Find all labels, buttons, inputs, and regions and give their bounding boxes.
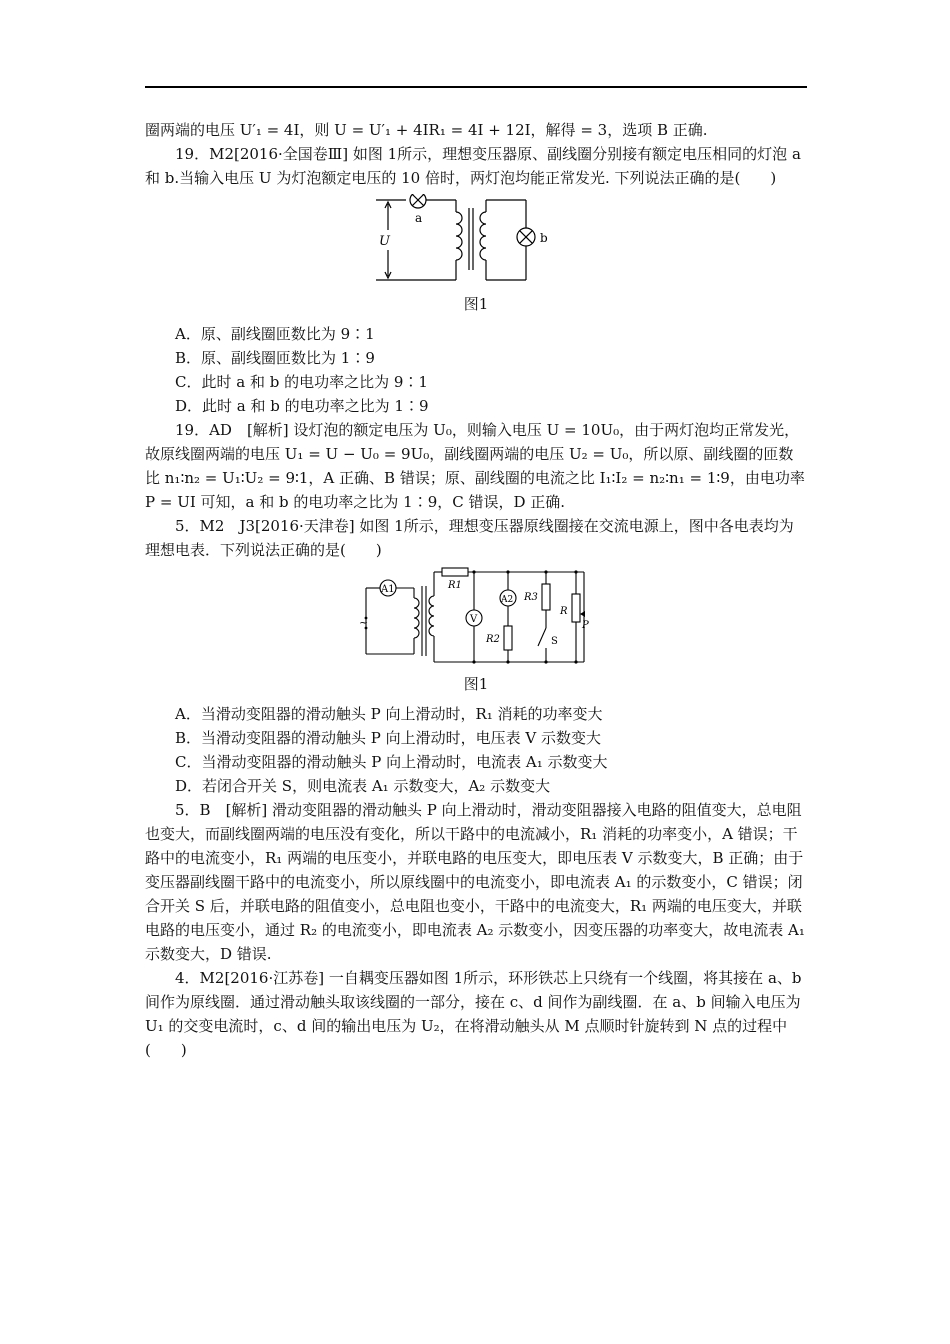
q5-label-r1: R1 <box>448 580 462 591</box>
header-rule <box>145 86 807 88</box>
q19-label-b: b <box>540 231 548 245</box>
q19-answer: 19．AD [解析] 设灯泡的额定电压为 U₀，则输入电压 U = 10U₀，由于两灯泡均正常发光，故原线圈两端的电压 U₁ = U − U₀ = 9U₀，副线圈两端的电压 U₂ = U₀，所以原、副线圈的匝数比 n₁∶n₂ = U₁∶U₂ = 9∶1，A 正确、B 错误；原、副线圈的电流之比 I₁∶I₂ = n₂∶n₁ = 1∶9，由电功率 P = UI 可知，a 和 b 的电功率之比为 1∶9，C 错误，D 正确. <box>145 421 805 511</box>
q5-label-r: R <box>560 606 568 617</box>
q5-answer: 5．B [解析] 滑动变阻器的滑动触头 P 向上滑动时，滑动变阻器接入电路的阻值变大，总电阻也变大，而副线圈两端的电压没有变化，所以干路中的电流减小，R₁ 消耗的功率变小，A 错误；干路中的电流变小，R₁ 两端的电压变小，并联电路的电压变大，即电压表 V 示数变大，B 正确；由于变压器副线圈干路中的电流变小，所以原线圈中的电流变小，即电流表 A₁ 的示数变小，C 错误；闭合开关 S 后，并联电路的阻值变小，总电阻也变小，干路中的电流变大，R₁ 两端的电压变大，并联电路的电压变小，通过 R₂ 的电流变小，即电流表 A₂ 示数变小，因变压器的功率变大，故电流表 A₁ 示数变大，D 错误. <box>145 801 805 963</box>
q19-option-a: A．原、副线圈匝数比为 9∶1 <box>175 325 375 343</box>
q5-option-c: C．当滑动变阻器的滑动触头 P 向上滑动时，电流表 A₁ 示数变大 <box>175 753 608 771</box>
q5-label-a1: A1 <box>381 584 395 595</box>
q5-option-d: D．若闭合开关 S，则电流表 A₁ 示数变大，A₂ 示数变大 <box>175 777 551 795</box>
q19-transformer-diagram <box>376 194 576 286</box>
q19-stem: 19．M2[2016·全国卷Ⅲ] 如图 1所示，理想变压器原、副线圈分别接有额定电压相同的灯泡 a 和 b.当输入电压 U 为灯泡额定电压的 10 倍时，两灯泡均能正常发光. 下列说法正确的是( ) <box>145 145 801 187</box>
q5-label-s: S <box>551 636 558 647</box>
q19-label-a: a <box>415 211 423 225</box>
q19-option-c: C．此时 a 和 b 的电功率之比为 9∶1 <box>175 373 428 391</box>
intro-line: 圈两端的电压 U′₁ = 4I，则 U = U′₁ + 4IR₁ = 4I + 12I，解得 = 3，选项 B 正确. <box>145 121 708 139</box>
q5-label-r2: R2 <box>486 634 500 645</box>
q5-label-v: V <box>470 614 478 625</box>
q5-caption: 图1 <box>463 675 489 693</box>
q4-stem: 4．M2[2016·江苏卷] 一自耦变压器如图 1所示，环形铁芯上只绕有一个线圈，将其接在 a、b 间作为原线圈．通过滑动触头取该线圈的一部分，接在 c、d 间作为副线圈．在 a、b 间输入电压为 U₁ 的交变电流时，c、d 间的输出电压为 U₂，在将滑动触头从 M 点顺时针旋转到 N 点的过程中( ) <box>145 969 802 1059</box>
page-content <box>145 118 807 1062</box>
q5-label-a2: A2 <box>501 595 514 605</box>
q19-label-u: U <box>379 234 390 249</box>
q5-label-source: ~ <box>359 616 369 629</box>
q5-label-r3: R3 <box>524 592 538 603</box>
q5-stem: 5．M2 J3[2016·天津卷] 如图 1所示，理想变压器原线圈接在交流电源上，图中各电表均为理想电表．下列说法正确的是( ) <box>145 517 794 559</box>
q5-option-b: B．当滑动变阻器的滑动触头 P 向上滑动时，电压表 V 示数变大 <box>175 729 602 747</box>
q19-option-b: B．原、副线圈匝数比为 1∶9 <box>175 349 375 367</box>
q5-circuit-diagram <box>358 566 594 666</box>
q5-option-a: A．当滑动变阻器的滑动触头 P 向上滑动时，R₁ 消耗的功率变大 <box>175 705 603 723</box>
q5-label-p: P <box>582 620 589 631</box>
q19-caption: 图1 <box>463 295 489 313</box>
q19-option-d: D．此时 a 和 b 的电功率之比为 1∶9 <box>175 397 429 415</box>
